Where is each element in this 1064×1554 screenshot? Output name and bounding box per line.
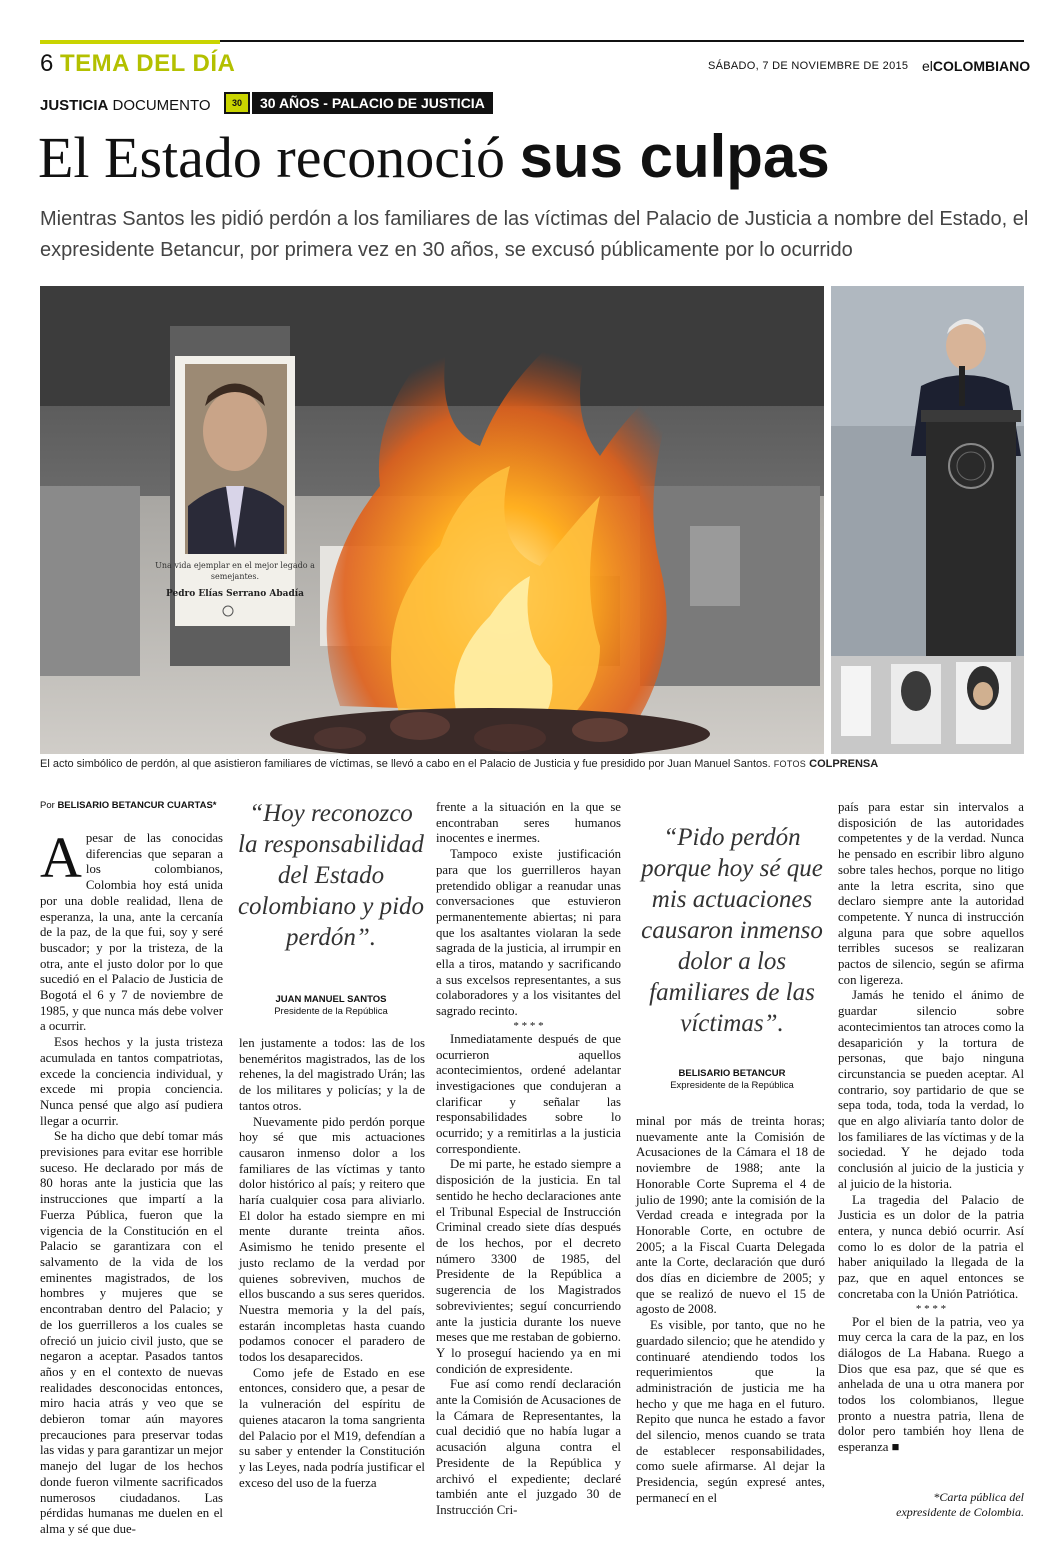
drop-cap: A [40, 825, 82, 890]
section-separator: * * * * [513, 1019, 544, 1032]
poster-line-1: Una vida ejemplar en el mejor legado a [155, 561, 315, 570]
photo-caption [40, 758, 1030, 770]
body-paragraph: minal por más de treinta horas; nuevamente ante la Comisión de Acusaciones de la Cámara el 18 de noviembre de 1988; ante la Honorable Corte Suprema el 4 de julio de 1990; ante la comisión de la Verdad creada e integrada por la Honorable Corte, en octubre de 2005; a la Fiscal Cuarta Delegada ante la Corte, declaración que duró dos días en diciembre de 2005; y que se realizó de nuevo el 15 de agosto de 2008. [636, 1114, 825, 1317]
pull-quote-santos: “Hoy reconozco la responsabilidad del Estado colombiano y pido perdón”. [237, 800, 425, 951]
signoff [838, 1490, 1024, 1520]
byline-prefix: Por [40, 800, 55, 811]
body-paragraph [838, 1315, 1024, 1456]
byline-author: BELISARIO BETANCUR CUARTAS* [57, 800, 217, 811]
body-paragraph: Tampoco existe justificación para que los guerrilleros hayan pretendido obligar a reanudar unas conversaciones que estuvieron permanentemente abiertas; ni para que los asaltantes violaran la sede sagrada de la justicia, al irrumpir en ella a tiros, matando y sacrificando a sus excelsos representantes, a sus colaboradores y a los visitantes del sagrado recinto. [436, 847, 621, 1019]
section-separator: * * * * [915, 1302, 947, 1315]
newspaper-title: COLOMBIANO [932, 58, 1031, 74]
newspaper-prefix: el [922, 58, 933, 74]
body-paragraph: De mi parte, he estado siempre a disposición de la justicia. En tal sentido he hecho declaraciones ante el Tribunal Especial de Instrucción Criminal creado siete días después de los hechos, por el decreto número 3300 de 1985, del Presidente de la República a sugerencia de los Magistrados sobrevivientes; seguí concurriendo ante la justicia durante los nueve meses que me restaban de gobierno. Y lo proseguí haciendo ya en mi condición de expresidente. [436, 1157, 621, 1376]
series-label: 30 AÑOS - PALACIO DE JUSTICIA [252, 92, 493, 114]
body-paragraph: Fue así como rendí declaración ante la Comisión de Acusaciones de la Cámara de Representantes, la cual decidió que no había lugar a acusación alguna contra el Presidente de la República y archivó el expediente; declaré también ante el juzgado 30 de Instrucción Cri- [436, 1377, 621, 1517]
body-paragraph: La tragedia del Palacio de Justicia es un dolor de la patria entera, y nunca debió ocurrir. Así como lo es dolor de la patria el haber aniquilado la llegada de la paz, que en aquel entonces se concretaba con la Unión Patriótica. [838, 1192, 1024, 1301]
body-paragraph: frente a la situación en la que se encontraban seres humanos inocentes e inermes. [436, 800, 621, 846]
headline-bold: sus culpas [519, 123, 830, 190]
body-paragraph [40, 825, 223, 1035]
body-paragraph: Nuevamente pido perdón porque hoy sé que mis actuaciones causaron inmenso dolor a los familiares de las víctimas y tanto dolor histórico al país; y reitero que haría cualquier cosa para aliviarlo. El dolor ha estado siempre en mi mente durante treinta años. Asimismo he tenido presente el justo reclamo de la verdad por quienes sobreviven, muchos de ellos buscando a sus seres queridos. Nuestra memoria y la del país, estarán incompletas hasta cuando podamos conocer el paradero de todos los desaparecidos. [239, 1114, 425, 1365]
photo-credit: COLPRENSA [809, 758, 879, 770]
body-paragraph: país para estar sin intervalos a disposición de las autoridades competentes y de la verdad. Nunca he pensado en escribir libro alguno sobre tales hechos, porque no litigo ante la letra escrita, sino que declaro siempre ante la autoridad competente. Y nunca di instrucción alguna para que sobre aquellos terribles sucesos se realizaran pactos de silencio, según se afirma con ligereza. [838, 800, 1024, 987]
kicker [40, 97, 211, 114]
pull-quote-role: Presidente de la República [274, 1006, 388, 1017]
page-number: 6 [40, 50, 54, 77]
pull-quote-name: JUAN MANUEL SANTOS [275, 994, 387, 1005]
pull-quote-betancur: “Pido perdón porque hoy sé que mis actuaciones causaron inmenso dolor a los familiares de las víctimas”. [641, 824, 823, 1037]
body-text: pesar de las conocidas diferencias que separan a los colombianos, Colombia hoy está unida por una doble realidad, llena de esperanza, la una, ante la cercanía de la paz, de la que fui, soy y seré buscador; y por la tristeza, de la otra, ante el justo dolor por lo que sucedió en el Palacio de Justicia de Bogotá el 6 y 7 de noviembre de 1985, y que nunca más debe volver a ocurrir. [40, 831, 223, 1034]
body-text: Por el bien de la patria, veo ya muy cerca la cara de la paz, en los diálogos de La Habana. Ruego a Dios que esa paz, que sé que es anhelada de una u otra manera por todos los colombianos, llegue pronto a nuestra patria, llena de dolor pero también hoy llena de esperanza [838, 1314, 1024, 1455]
poster-line-2: semejantes. [210, 572, 260, 581]
headline [38, 118, 830, 197]
kicker-topic: JUSTICIA [40, 97, 109, 114]
body-paragraph: len justamente a todos: las de los beneméritos magistrados, las de los rehenes, la del magistrado Urán; las de los militares y policías; y la de tantos otros. [239, 1036, 425, 1113]
signoff-line-2: expresidente de Colombia. [896, 1505, 1024, 1519]
main-photo [40, 286, 824, 754]
body-column-5 [838, 800, 1024, 1456]
body-column-1 [40, 800, 223, 1538]
end-mark: ■ [891, 1440, 900, 1455]
poster-name: Pedro Elías Serrano Abadía [165, 589, 305, 599]
kicker-type: DOCUMENTO [112, 97, 211, 114]
pull-quote-role: Expresidente de la República [670, 1080, 794, 1091]
body-paragraph: Como jefe de Estado en ese entonces, considero que, a pesar de la vulneración del espíritu de quienes atacaron la toma sangrienta del Palacio por el M19, defendían a su saber y entender la Constitución y las Leyes, nada podría justificar el exceso del uso de la fuerza [239, 1365, 425, 1490]
newspaper-name [922, 58, 1030, 74]
photo-credit-label: FOTOS [773, 759, 807, 769]
byline [40, 800, 223, 811]
dateline: SÁBADO, 7 DE NOVIEMBRE DE 2015 [708, 60, 909, 72]
body-paragraph: Esos hechos y la justa tristeza acumulada en tantos compatriotas, excede la conciencia individual, y excede mi propia conciencia. Nunca pensé que algo así pudiera llegar a ocurrir. [40, 1035, 223, 1128]
body-column-2 [239, 1036, 425, 1491]
section-accent-bar [40, 40, 220, 44]
body-paragraph: Se ha dicho que debí tomar más previsiones para evitar ese horrible suceso. He declarado por más de 80 horas ante la justicia que las instrucciones que impartí a la Fuerza Pública, fueron que la vigencia de la Constitución en el Palacio se garantizara con el salvamento de la vida de los eminentes magistrados, de los hombres y mujeres que se encontraban dentro del Palacio; y de los guerrilleros a los cuales se ofreció un juicio civil justo, que se negaron a aceptar. Pasados tantos años y en el contexto de nuevas realidades desconocidas entonces, miro hacia atrás y veo que se debieron tomar aún mayores precauciones para preservar todas las vidas y para garantizar un mejor manejo del lugar de los hechos donde fueron vilmente sacrificados numerosos ciudadanos. Las pérdidas humanas me duelen en el alma y sé que due- [40, 1129, 223, 1536]
body-column-3 [436, 800, 621, 1519]
headline-light: El Estado reconoció [38, 125, 506, 190]
body-column-4 [636, 1114, 825, 1507]
anniversary-logo: 30 [224, 92, 250, 114]
side-photo [831, 286, 1024, 754]
signoff-line-1: *Carta pública del [933, 1490, 1024, 1504]
body-paragraph: Es visible, por tanto, que no he guardado silencio; que he atendido y continuaré atendiendo todos los requerimientos que la administración de justicia me ha hecho y que me haga en el futuro. Repito que nunca he estado a favor del silencio, menos cuando se trata de establecer responsabilidades, como suele afirmarse. Al dejar la Presidencia, según expresé antes, permanecí en el [636, 1318, 825, 1505]
pull-quote-name: BELISARIO BETANCUR [678, 1068, 786, 1079]
deck: Mientras Santos les pidió perdón a los familiares de las víctimas del Palacio de Justicia a nombre del Estado, el expresidente Betancur, por primera vez en 30 años, se excusó públicamente por lo ocurrido [40, 208, 1029, 261]
caption-text: El acto simbólico de perdón, al que asistieron familiares de víctimas, se llevó a cabo en el Palacio de Justicia y fue presidido por Juan Manuel Santos. [40, 758, 771, 770]
section-title: TEMA DEL DÍA [60, 50, 236, 77]
body-paragraph: Jamás he tenido el ánimo de guardar silencio sobre acontecimientos tan atroces como la desaparición y la tortura de personas, que bajo ninguna circunstancia se pueden aceptar. Al contrario, soy partidario de que se sepa toda, toda, toda la verdad, lo que en algo aliviaría tanto dolor de los familiares de las víctimas y de la sociedad. Y he dejado toda conclusión al juicio de la justicia y al juicio de la historia. [838, 988, 1024, 1191]
body-paragraph: Inmediatamente después de que ocurrieron aquellos acontecimientos, ordené adelantar investigaciones que condujeran a clarificar y señalar las responsabilidades sobre lo ocurrido; y a remitirlas a la justicia correspondiente. [436, 1031, 621, 1156]
